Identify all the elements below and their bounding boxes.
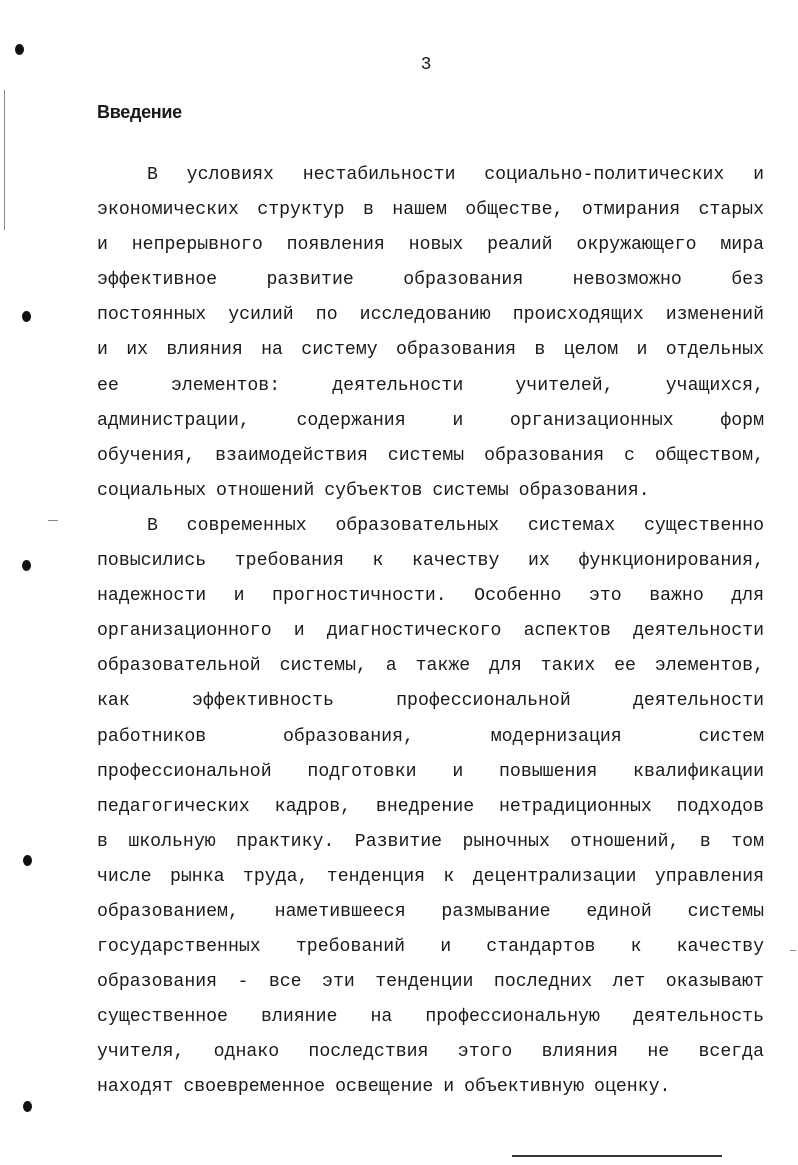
text-line: образовательной системы, а также для таких ее элементов, xyxy=(97,656,764,677)
bottom-rule xyxy=(512,1155,722,1157)
text-line: профессиональной подготовки и повышения квалификации xyxy=(97,761,764,782)
section-heading: Введение xyxy=(97,102,182,122)
text-line: постоянных усилий по исследованию происходящих изменений xyxy=(97,305,764,326)
text-line: В условиях нестабильности социально-политических и xyxy=(147,165,764,185)
text-line: образованием, наметившееся размывание единой системы xyxy=(97,901,764,922)
text-line: учителя, однако последствия этого влияния не всегда xyxy=(97,1042,764,1063)
edge-mark xyxy=(48,520,58,521)
text-line: и непрерывного появления новых реалий окружающего мира xyxy=(97,235,764,256)
text-line: администрации, содержания и организационных форм xyxy=(97,410,764,431)
page-number: 3 xyxy=(420,55,432,75)
punch-hole xyxy=(22,311,31,322)
text-line: находят своевременное освещение и объективную оценку. xyxy=(97,1077,671,1098)
punch-hole xyxy=(23,1101,32,1112)
text-line: работников образования, модернизация систем xyxy=(97,726,764,747)
text-line: числе рынка труда, тенденция к децентрализации управления xyxy=(97,866,764,887)
edge-mark xyxy=(790,950,796,951)
text-line: В современных образовательных системах существенно xyxy=(147,515,764,536)
edge-mark xyxy=(4,90,5,230)
punch-hole xyxy=(22,560,31,571)
text-line: эффективное развитие образования невозможно без xyxy=(97,270,764,291)
text-line: государственных требований и стандартов к качеству xyxy=(97,937,764,958)
text-line: повысились требования к качеству их функционирования, xyxy=(97,551,764,572)
text-line: социальных отношений субъектов системы образования. xyxy=(97,480,650,501)
text-line: надежности и прогностичности. Особенно это важно для xyxy=(97,586,764,607)
text-line: ее элементов: деятельности учителей, учащихся, xyxy=(97,375,764,396)
text-line: образования - все эти тенденции последних лет оказывают xyxy=(97,972,764,993)
text-line: обучения, взаимодействия системы образования с обществом, xyxy=(97,445,764,466)
text-line: организационного и диагностического аспектов деятельности xyxy=(97,621,764,642)
text-line: существенное влияние на профессиональную деятельность xyxy=(97,1007,764,1028)
text-line: в школьную практику. Развитие рыночных отношений, в том xyxy=(97,831,764,852)
text-line: и их влияния на систему образования в целом и отдельных xyxy=(97,340,764,361)
body-text xyxy=(97,158,764,1106)
punch-hole xyxy=(23,855,32,866)
punch-hole xyxy=(15,44,24,55)
text-line: педагогических кадров, внедрение нетрадиционных подходов xyxy=(97,796,764,817)
text-line: экономических структур в нашем обществе, отмирания старых xyxy=(97,200,764,221)
text-line: как эффективность профессиональной деятельности xyxy=(97,691,764,712)
